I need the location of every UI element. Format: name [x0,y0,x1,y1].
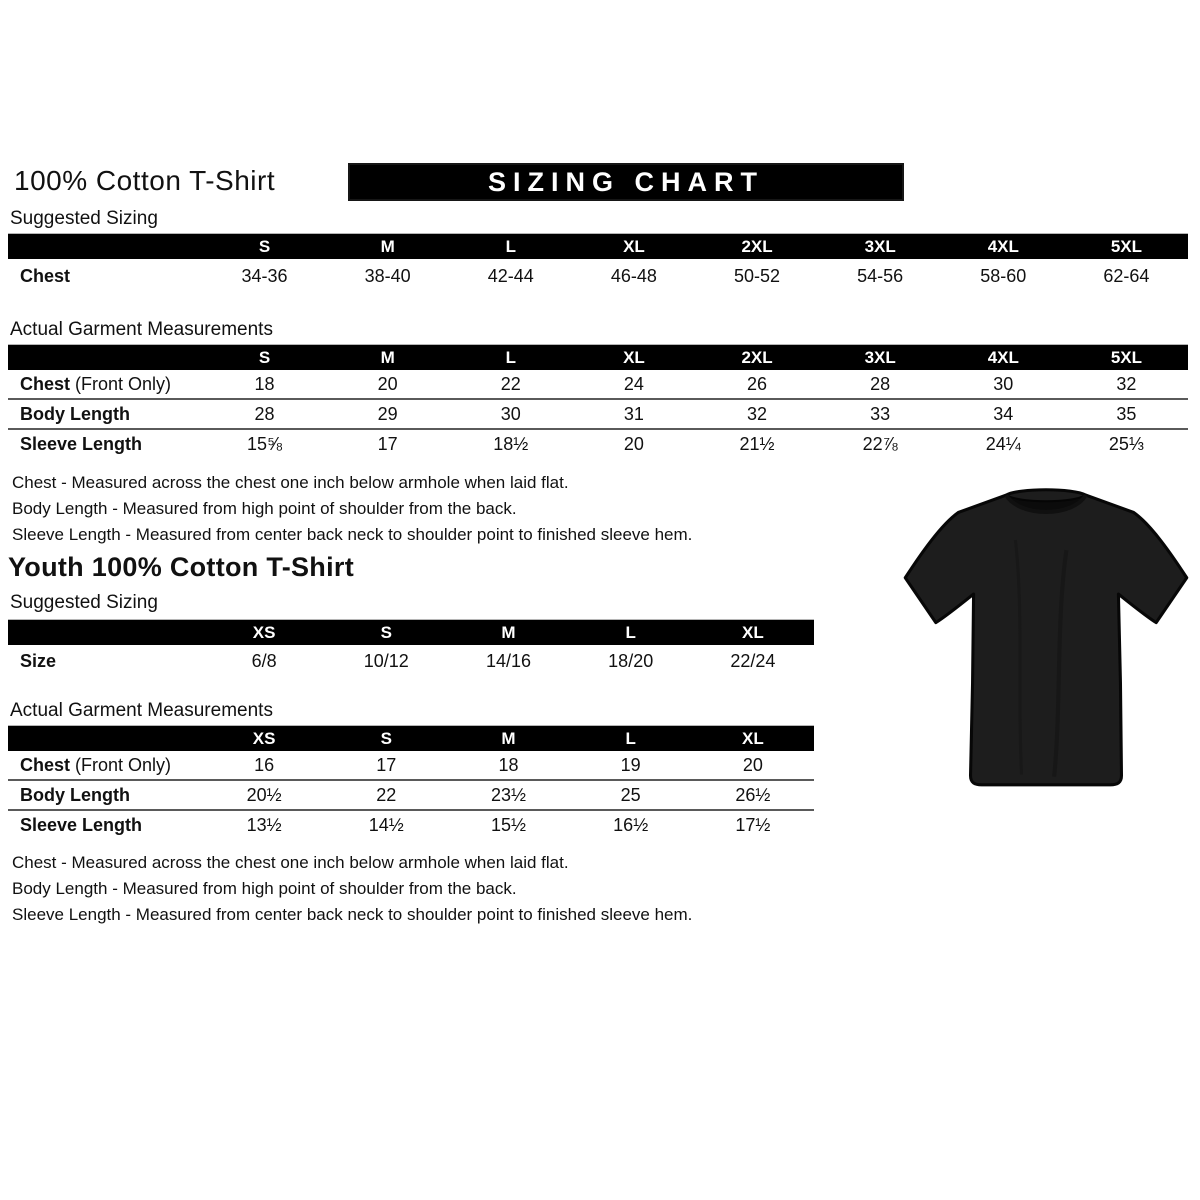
measurement-value: 33 [870,403,891,424]
measurement-value: 31 [623,403,644,424]
measurement-value: 46-48 [610,265,657,286]
row-label [8,785,203,806]
measurement-value: 18½ [493,433,529,454]
size-column-header: 2XL [741,236,773,256]
measurement-value: 26 [747,373,768,394]
measurement-value: 42-44 [487,265,534,286]
youth-actual-measurements-table [8,725,814,839]
row-label-text: Size [20,650,57,671]
row-label [8,815,203,836]
table-header-row [8,234,1188,259]
row-label [8,755,203,776]
size-column-header: XL [742,728,764,748]
table-header-row [8,726,814,751]
measurement-value: 23½ [490,784,527,805]
youth-suggested-sizing-table [8,619,814,677]
table-row [8,428,1188,458]
measurement-value: 35 [1116,403,1137,424]
size-column-header: 4XL [987,236,1019,256]
size-column-header: M [380,347,395,367]
size-column-header: S [258,347,271,367]
measurement-value: 50-52 [734,265,781,286]
row-label-text: Chest [20,373,71,394]
size-column-headers [203,237,1188,257]
size-column-headers [203,348,1188,368]
measurement-value: 25 [620,784,641,805]
note-sleeve-length: Sleeve Length - Measured from center back neck to shoulder point to finished sleeve hem. [12,525,693,544]
measurement-value: 16½ [613,814,649,835]
tshirt-image [893,476,1199,808]
size-column-header: S [380,728,392,748]
measurement-value: 18/20 [608,650,654,671]
measurement-value: 22 [376,784,397,805]
size-column-header: XS [252,622,276,642]
row-values [203,266,1188,287]
measurement-value: 25⅓ [1108,433,1144,454]
row-values [203,755,814,776]
measurement-value: 14/16 [485,650,532,671]
size-column-header: L [505,236,516,256]
measurement-value: 38-40 [364,265,411,286]
row-label-text: Sleeve Length [20,814,143,835]
table-row [8,259,1188,293]
row-values [203,815,814,836]
youth-actual-measurements-label: Actual Garment Measurements [10,700,273,721]
measurement-value: 24¼ [985,433,1021,454]
row-values [203,404,1188,425]
measurement-value: 32 [747,403,768,424]
row-label [8,651,203,672]
size-column-header: M [501,622,516,642]
size-column-header: S [380,622,392,642]
size-column-header: 3XL [864,236,896,256]
adult-actual-measurements-table [8,344,1188,458]
table-header-row [8,345,1188,370]
measurement-value: 15⅝ [247,433,283,454]
measurement-value: 34 [993,403,1014,424]
tshirt-graphic [893,476,1199,808]
table-row [8,370,1188,398]
row-label-text: Body Length [20,403,130,424]
row-values [203,374,1188,395]
youth-suggested-sizing-label: Suggested Sizing [10,592,158,613]
measurement-value: 19 [620,754,641,775]
measurement-value: 32 [1116,373,1137,394]
row-label [8,374,203,395]
measurement-value: 18 [254,373,275,394]
size-column-header: M [380,236,395,256]
note-chest: Chest - Measured across the chest one inch below armhole when laid flat. [12,853,569,872]
adult-actual-measurements-label: Actual Garment Measurements [10,319,273,340]
measurement-value: 10/12 [363,650,409,671]
size-column-headers [203,623,814,643]
size-column-header: XS [252,728,276,748]
size-column-header: S [258,236,271,256]
measurement-value: 15½ [490,814,527,835]
youth-section-title: Youth 100% Cotton T-Shirt [8,552,354,582]
measurement-value: 20 [377,373,398,394]
row-label [8,404,203,425]
size-column-header: 5XL [1110,347,1143,367]
measurement-value: 30 [500,403,521,424]
note-body-length: Body Length - Measured from high point of shoulder from the back. [12,499,517,518]
row-values [203,434,1188,455]
adult-suggested-sizing-table [8,233,1188,293]
measurement-value: 28 [254,403,275,424]
size-column-header: XL [742,622,764,642]
size-column-headers [203,729,814,749]
measurement-value: 17 [376,754,397,775]
table-header-row [8,620,814,645]
adult-suggested-sizing-label: Suggested Sizing [10,208,158,229]
table-row [8,809,814,839]
size-column-header: 2XL [741,347,773,367]
measurement-value: 24 [623,373,644,394]
table-row [8,779,814,809]
page-title: 100% Cotton T-Shirt [14,165,276,196]
row-values [203,785,814,806]
size-column-header: XL [623,347,645,367]
measurement-value: 62-64 [1103,265,1150,286]
size-column-header: M [501,728,516,748]
size-column-header: L [505,347,516,367]
table-row [8,398,1188,428]
row-label [8,434,203,455]
row-label-text: Chest [20,265,71,286]
row-label-suffix: (Front Only) [70,754,172,775]
note-body-length: Body Length - Measured from high point of shoulder from the back. [12,879,517,898]
table-row [8,751,814,779]
measurement-value: 58-60 [980,265,1027,286]
measurement-value: 17½ [735,814,771,835]
size-column-header: 3XL [864,347,896,367]
measurement-value: 14½ [368,814,404,835]
measurement-value: 29 [377,403,398,424]
measurement-value: 20 [623,433,644,454]
note-chest: Chest - Measured across the chest one inch below armhole when laid flat. [12,473,569,492]
measurement-value: 13½ [246,814,282,835]
size-column-header: XL [623,236,645,256]
measurement-value: 54-56 [857,265,904,286]
measurement-value: 28 [870,373,891,394]
header-row [8,163,1192,201]
size-column-header: L [625,728,636,748]
tshirt-body [905,490,1187,785]
size-column-header: 4XL [987,347,1019,367]
youth-measurement-notes [8,854,1192,923]
measurement-value: 22⅞ [862,433,898,454]
measurement-value: 6/8 [251,650,277,671]
row-label-text: Body Length [20,784,130,805]
note-sleeve-length: Sleeve Length - Measured from center back neck to shoulder point to finished sleeve hem. [12,905,693,924]
measurement-value: 18 [498,754,519,775]
row-label [8,266,203,287]
measurement-value: 20½ [246,784,282,805]
row-label-text: Chest [20,754,71,775]
size-column-header: L [625,622,636,642]
measurement-value: 22/24 [730,650,776,671]
measurement-value: 16 [254,754,275,775]
row-values [203,651,814,672]
measurement-value: 26½ [735,784,771,805]
sizing-chart-banner: SIZING CHART [348,163,904,201]
measurement-value: 34-36 [241,265,288,286]
measurement-value: 30 [993,373,1014,394]
measurement-value: 22 [500,373,521,394]
measurement-value: 17 [377,433,398,454]
row-label-suffix: (Front Only) [70,373,172,394]
measurement-value: 21½ [739,433,775,454]
size-column-header: 5XL [1110,236,1143,256]
table-row [8,645,814,677]
row-label-text: Sleeve Length [20,433,143,454]
measurement-value: 20 [742,754,763,775]
